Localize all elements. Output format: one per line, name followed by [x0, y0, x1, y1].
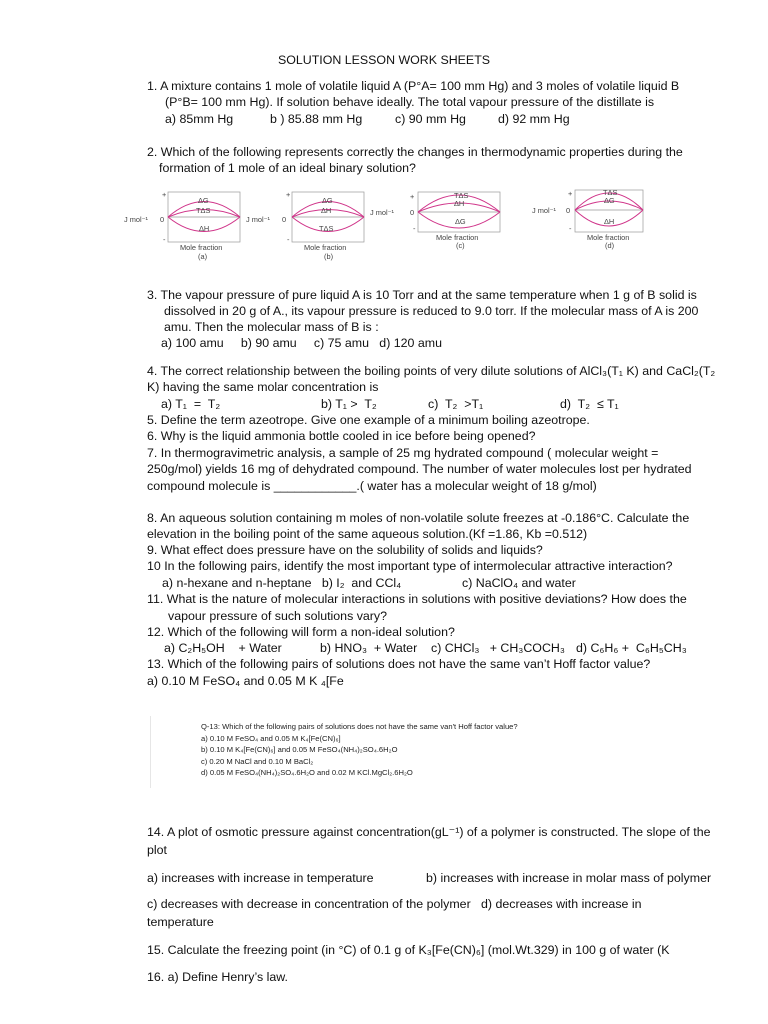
q12-option-a: a) C₂H₅OH + Water — [164, 641, 282, 655]
curve-label-bot: TΔS — [319, 224, 334, 233]
diagram-a — [124, 188, 246, 269]
q8-line1: 8. An aqueous solution containing m moles of non-volatile solute freezes at -0.186°C. Calculate the — [147, 511, 690, 525]
q5-text: 5. Define the term azeotrope. Give one example of a minimum boiling azeotrope. — [147, 413, 590, 427]
q15-text: 15. Calculate the freezing point (in °C) of 0.1 g of K₃[Fe(CN)₆] (mol.Wt.329) in 100 g of water (K — [147, 943, 670, 957]
q14-option-cd: c) decreases with decrease in concentration of the polymer d) decreases with increase in — [147, 897, 642, 911]
q2-line1: 2. Which of the following represents correctly the changes in thermodynamic properties during the — [147, 145, 683, 159]
curve-label-top: TΔS — [603, 188, 618, 197]
q10-line1: 10 In the following pairs, identify the most important type of intermolecular attractive interaction? — [147, 559, 673, 573]
page-title: SOLUTION LESSON WORK SHEETS — [277, 53, 491, 67]
curve-label-mid: ΔG — [604, 196, 615, 205]
q3-line3: amu. Then the molecular mass of B is : — [164, 320, 379, 334]
q4-line1: 4. The correct relationship between the boiling points of very dilute solutions of AlCl₃(T₁ K) and CaCl₂(T₂ — [147, 364, 716, 378]
minus-label: - — [163, 235, 166, 244]
q13-line2: a) 0.10 M FeSO₄ and 0.05 M K ₄[Fe — [147, 674, 344, 688]
curve-label-mid: TΔS — [196, 206, 211, 215]
curve-label-bot: ΔG — [455, 217, 466, 226]
panel-label: (a) — [198, 252, 208, 261]
y-axis-label: J mol⁻¹ — [370, 208, 395, 217]
y-axis-label: J mol⁻¹ — [124, 215, 149, 224]
x-axis-label: Mole fraction — [180, 243, 223, 252]
q13-box-option-b: b) 0.10 M K₄[Fe(CN)₆] and 0.05 M FeSO₄(NH₄)₂SO₄.6H₂O — [201, 745, 398, 754]
q4-option-c: c) T₂ >T₁ — [428, 397, 484, 411]
q11-line2: vapour pressure of such solutions vary? — [168, 609, 388, 623]
q4-line2: K) having the same molar concentration is — [147, 380, 379, 394]
curve-label-top: ΔG — [322, 196, 333, 205]
q2-line2: formation of 1 mole of an ideal binary solution? — [159, 161, 416, 175]
q4-option-b: b) T₁ > T₂ — [321, 397, 377, 411]
q12-option-c: c) CHCl₃ + CH₃COCH₃ — [431, 641, 565, 655]
q12-option-d: d) C₆H₆ + C₆H₅CH₃ — [576, 641, 687, 655]
q12-line1: 12. Which of the following will form a non-ideal solution? — [147, 625, 455, 639]
q10-options-ab: a) n-hexane and n-heptane b) I₂ and CCl₄ — [162, 576, 402, 590]
q7-line3: compound molecule is ____________.( water has a molecular weight of 18 g/mol) — [147, 479, 597, 493]
q7-line1: 7. In thermogravimetric analysis, a sample of 25 mg hydrated compound ( molecular weight = — [147, 446, 659, 460]
zero-label: 0 — [566, 206, 571, 215]
q7-line2: 250g/mol) yields 16 mg of dehydrated compound. The number of water molecules lost per hydrated — [147, 462, 692, 476]
q13-box-option-a: a) 0.10 M FeSO₄ and 0.05 M K₄[Fe(CN)₆] — [201, 734, 341, 743]
zero-label: 0 — [160, 215, 165, 224]
diagram-c — [370, 184, 510, 265]
zero-label: 0 — [282, 215, 287, 224]
curve-label-top: TΔS — [454, 191, 469, 200]
q11-line1: 11. What is the nature of molecular interactions in solutions with positive deviations? How does the — [147, 592, 687, 606]
q1-option-c: c) 90 mm Hg — [395, 112, 466, 126]
q14-line2: plot — [147, 843, 167, 857]
x-axis-label: Mole fraction — [436, 233, 479, 242]
q1-option-d: d) 92 mm Hg — [498, 112, 570, 126]
q14-option-b: b) increases with increase in molar mass of polymer — [426, 871, 712, 885]
q3-line1: 3. The vapour pressure of pure liquid A is 10 Torr and at the same temperature when 1 g of B solid is — [147, 288, 697, 302]
plus-label: + — [286, 190, 291, 199]
q16-text: 16. a) Define Henry’s law. — [147, 970, 288, 984]
q1-option-b: b ) 85.88 mm Hg — [270, 112, 363, 126]
q13-image-box — [150, 716, 591, 788]
curve-label-top: ΔG — [198, 196, 209, 205]
q3-line2: dissolved in 20 g of A., its vapour pressure is reduced to 9.0 torr. If the molecular mass of A is 200 — [164, 304, 699, 318]
x-axis-label: Mole fraction — [587, 233, 630, 242]
curve-label-mid: ΔH — [321, 206, 332, 215]
curve-label-bot: ΔH — [199, 224, 210, 233]
q14-option-a: a) increases with increase in temperature — [147, 871, 374, 885]
q1-line2: (P°B= 100 mm Hg). If solution behave ideally. The total vapour pressure of the distillate is — [165, 95, 655, 109]
minus-label: - — [569, 224, 572, 233]
y-axis-label: J mol⁻¹ — [246, 215, 271, 224]
q13-box-heading: Q-13: Which of the following pairs of solutions does not have the same van't Hoff factor value? — [201, 722, 518, 731]
q12-option-b: b) HNO₃ + Water — [320, 641, 418, 655]
diagram-b — [246, 188, 370, 269]
q13-line1: 13. Which of the following pairs of solutions does not have the same van’t Hoff factor value? — [147, 657, 651, 671]
q13-box-option-d: d) 0.05 M FeSO₄(NH₄)₂SO₄.6H₂O and 0.02 M KCl.MgCl₂.6H₂O — [201, 768, 413, 777]
q3-options: a) 100 amu b) 90 amu c) 75 amu d) 120 amu — [161, 336, 442, 350]
curve-label-bot: ΔH — [604, 217, 615, 226]
x-axis-label: Mole fraction — [304, 243, 347, 252]
q6-text: 6. Why is the liquid ammonia bottle cooled in ice before being opened? — [147, 429, 536, 443]
panel-label: (c) — [456, 241, 465, 250]
zero-label: 0 — [410, 208, 415, 217]
q13-box-option-c: c) 0.20 M NaCl and 0.10 M BaCl₂ — [201, 757, 314, 766]
q8-line2: elevation in the boiling point of the same aqueous solution.(Kf =1.86, Kb =0.512) — [147, 527, 588, 541]
plus-label: + — [568, 189, 573, 198]
q9-text: 9. What effect does pressure have on the solubility of solids and liquids? — [147, 543, 543, 557]
panel-label: (b) — [324, 252, 334, 261]
q1-option-a: a) 85mm Hg — [165, 112, 234, 126]
y-axis-label: J mol⁻¹ — [532, 206, 557, 215]
minus-label: - — [287, 235, 290, 244]
q14-option-d-cont: temperature — [147, 915, 214, 929]
curve-label-mid: ΔH — [454, 199, 465, 208]
q1-line1: 1. A mixture contains 1 mole of volatile liquid A (P°A= 100 mm Hg) and 3 moles of volatile liquid B — [147, 79, 680, 93]
q4-option-d: d) T₂ ≤ T₁ — [560, 397, 619, 411]
plus-label: + — [410, 192, 415, 201]
diagram-d — [532, 184, 652, 265]
minus-label: - — [413, 224, 416, 233]
q4-option-a: a) T₁ = T₂ — [161, 397, 221, 411]
panel-label: (d) — [605, 241, 615, 250]
q14-line1: 14. A plot of osmotic pressure against concentration(gL⁻¹) of a polymer is constructed. The slope of the — [147, 825, 711, 839]
q10-option-c: c) NaClO₄ and water — [462, 576, 576, 590]
plus-label: + — [162, 190, 167, 199]
